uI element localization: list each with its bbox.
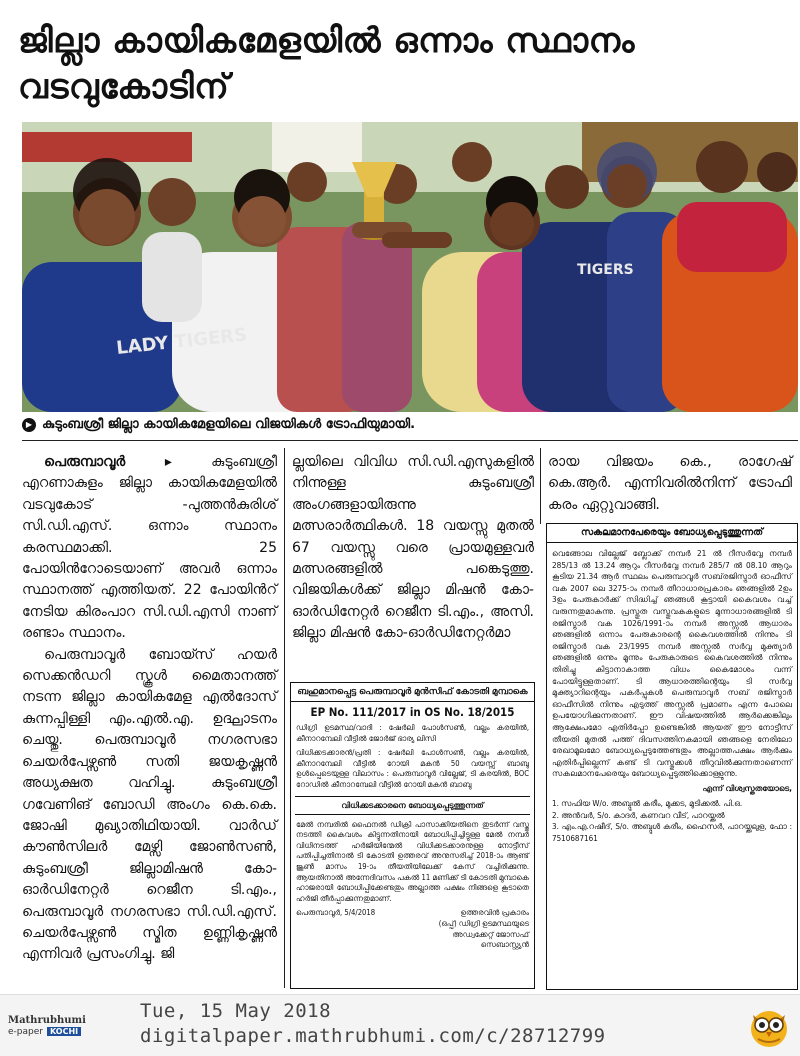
article-column-2 [292,452,534,645]
article-column-1 [22,452,277,966]
notice-advocate: (ഒപ്പ്) ഡിഗ്രി ഉടമസ്ഥയുടെ അഡ്വക്കേറ്റ് ജോസഫ് സെബാസ്റ്റ്യൻ [438,918,529,950]
notice-public-body: വെങ്ങോല വില്ലേജ് ബ്ലോക്ക് നമ്പർ 21 ൽ റീസർവ്വേ നമ്പർ 285/13 ൽ 13.24 ആറും റീസർവ്വേ നമ്പർ 285/7 ൽ 08.10 ആറും കൂടിയ 21.34 ആർ സ്ഥലം പെരുമ്പാവൂർ സബ്‌രജിസ്ട്രാർ ഓഫീസ് വക 2007 ലെ 3275-ാം നമ്പർ തീറാധാരപ്രകാരം ഞങ്ങളിൽ 2ഉം 3ഉം പേരുകാർക്ക് സിദ്ധിച്ച് ഞങ്ങൾ കൂട്ടായി കൈവശം വച്ച് വരുന്നതുമാകുന്നു. പ്രസ്തുത വസ്തുവകകളുടെ മുന്നാധാരങ്ങളിൽ ടി രജിസ്ട്രാർ വക 1026/1991-ാം നമ്പർ അസ്സൽ ആധാരം ഞങ്ങളിൽ ഒന്നാം പേരുകാരന്റെ കൈവശത്തിൽ നിന്നും ടി രജിസ്ട്രാർ വക 23/1995 നമ്പർ അസ്സൽ സർവ്വ മുക്ത്യാർ ഞങ്ങളിൽ ഒന്നും മൂന്നും പേരുകാരുടെ കൈവശത്തിൽ നിന്നും തിരിച്ചു കിട്ടാനാകാത്ത വിധം കൈമോശം വന്ന് പോയിട്ടുള്ളതാണ്. ടി ആധാരത്തിന്റെയും ടി സർവ്വ മുക്ത്യാറിന്റെയും പകർപ്പുകൾ പെരുമ്പാവൂർ സബ് രജിസ്ട്രാർ ഓഫീസിൽ നിന്നും എടുത്ത് അസ്സൽ പ്രമാണം എന്ന പോലെ ഉപയോഗിക്കുന്നതാണ്. ഈ വിഷയത്തിൽ ആർക്കെങ്കിലും ആക്ഷേപമോ എതിർപ്പോ ഉണ്ടെങ്കിൽ ആയത് ഈ നോട്ടീസ് തീയതി മുതൽ പത്ത് ദിവസത്തിനകമായി ഞങ്ങളെ നേരിലോ രേഖാമൂലമോ ബോധ്യപ്പെടുത്തേണ്ടതും അല്ലാത്തപക്ഷം ആർക്കും എതിർപ്പില്ലെന്ന് കണ്ട് ടി വസ്തുക്കൾ തീറുവിൽക്കുന്നതാണെന്ന് സകലമാനപേരെയും ബോധ്യപ്പെടുത്തിക്കൊള്ളുന്നു. [552,548,792,779]
photo-illustration [22,122,798,412]
article-paragraph-3: ല്ലയിലെ വിവിധ സി.ഡി.എസുകളിൽ നിന്നുള്ള കുടുംബശ്രീ അംഗങ്ങളായിരുന്നു മത്സരാർത്ഥികൾ. 18 വയസ്സു മുതൽ 67 വയസ്സു വരെ പ്രായമുള്ളവർ മത്സരങ്ങളിൽ പങ്കെടുത്തു. വിജയികൾക്ക് ജില്ലാ മിഷൻ കോ-ഓർഡിനേറ്റർ റെജീന ടി.എം., അസി. ജില്ലാ മിഷൻ കോ-ഓർഡിനേറ്റർമാ [292,454,534,642]
caption-text: കുടുംബശ്രീ ജില്ലാ കായികമേളയിലെ വിജയികൾ ട്രോഫിയുമായി. [42,417,416,432]
notice-place-date: പെരുമ്പാവൂർ, 5/4/2018 [296,908,376,918]
owl-icon[interactable] [746,1003,792,1049]
signatory-1: 1. സഫിയ W/o. അബ്ദുൽ കരീം, മുക്കട, മുടിക്കൽ. പി.ഒ. [552,799,743,809]
headline [18,18,788,110]
notice-court-title: ബഹുമാനപ്പെട്ട പെരുമ്പാവൂർ മുൻസിഫ് കോടതി മുമ്പാകെ [291,683,534,702]
column-divider-2 [540,448,541,524]
legal-notice-public [546,523,798,990]
column-divider-1 [284,448,285,988]
article-column-3 [548,452,792,516]
dateline: പെരുമ്പാവൂർ ▸ [44,454,172,470]
logo-wordmark: Mathrubhumi [8,1015,86,1026]
footer-url[interactable]: digitalpaper.mathrubhumi.com/c/28712799 [140,1025,606,1047]
article-paragraph-2: പെരുമ്പാവൂർ ബോയ്സ് ഹയർ സെക്കൻഡറി സ്കൂൾ മൈതാനത്ത് നടന്ന ജില്ലാ കായികമേള എൽദോസ് കുന്നപ്പിള്ളി എം.എൽ.എ. ഉദ്ഘാടനം ചെയ്തു. പെരുമ്പാവൂർ നഗരസഭാ ചെയർപേഴ്സൺ സതി ജയകൃഷ്ണൻ അധ്യക്ഷത വഹിച്ചു. കുടുംബശ്രീ ഗവേണിങ് ബോഡി അംഗം കെ.കെ. ജോഷി മുഖ്യാതിഥിയായി. വാർഡ് കൗൺസിലർ മേഴ്സി ജോൺസൺ, കുടുംബശ്രീ ജില്ലാമിഷൻ കോ-ഓർഡിനേറ്റർ റെജീന ടി.എം., പെരുമ്പാവൂർ നഗരസഭാ സി.ഡി.എസ്. ചെയർപേഴ്സൺ സ്മിത ഉണ്ണികൃഷ്ണൻ എന്നിവർ പ്രസംഗിച്ചു. ജി [22,646,277,963]
headline-line-1: ജില്ലാ കായികമേളയിൽ ഒന്നാം സ്ഥാനം [18,21,635,61]
shirt-text-left: LADY TIGERS [115,324,249,359]
caption-rule [22,440,798,441]
notice-public-title: സകലമാനപേരെയും ബോധ്യപ്പെടുത്തുന്നത് [547,524,797,543]
logo-edition: KOCHI [47,1027,81,1036]
notice-body: മേൽ നമ്പരിൽ ഫൈനൽ ഡിക്രി പാസാക്കിയതിനെ തുടർന്ന് വസ്തു നടത്തി കൈവശം കിട്ടുന്നതിനായി ബോധിപ്പിച്ചിട്ടുള്ള മേൽ നമ്പർ വിധിനടത്ത് ഹർജിയിന്മേൽ വിധിക്കടക്കാരനുള്ള നോട്ടീസ് പതിപ്പിച്ചതിനാൽ ടി കോടതി ഉത്തരവ് അനുസരിച്ച് 2018-ാം ആണ്ട് ജൂൺ മാസം 19-ാം തീയതിയിലേക്ക് കേസ് വച്ചിരിക്കുന്നു. ആയതിനാൽ അന്നേദിവസം പകൽ 11 മണിക്ക് ടി കോടതി മുമ്പാകെ ഹാജരായി ബോധിപ്പിക്കേണ്ടതും അല്ലാത്ത പക്ഷം നിങ്ങളെ കൂടാതെ ഹർജി തീർപ്പാക്കുന്നതുമാണ്. [296,819,530,903]
notice-public-sign-head: എന്ന് വിശ്വസ്തതയോടെ, [702,783,792,793]
notice-judgment-debtor: വിധിക്കടക്കാരൻ/പ്രതി : ഷേർലി പോൾസൺ, വല്ലം കരയിൽ, കീനാറമ്പേലി വീട്ടിൽ റോയി മകൻ 50 വയസ്സ് ബാബു ഉൾപ്പെടെയുള്ള വിലാസം : പെരുമ്പാവൂർ വില്ലേജ്, ടി കരയിൽ, BOC റോഡിൽ കീനാറമ്പേലി വീട്ടിൽ റോയി മകൻ ബാബു [296,748,529,789]
article-paragraph-1: കുടുംബശ്രീ എറണാകുളം ജില്ലാ കായികമേളയിൽ വടവുകോട് -പുത്തൻകുരിശ് സി.ഡി.എസ്. ഒന്നാം സ്ഥാനം കരസ്ഥമാക്കി. 25 പോയിൻറോടെയാണ് അവർ ഒന്നാം സ്ഥാനത്ത് എത്തിയത്. 22 പോയിൻറ് നേടിയ കിരംപാറ സി.ഡി.എസി നാണ് രണ്ടാം സ്ഥാനം. [22,454,277,642]
shirt-text-right: TIGERS [577,262,634,278]
notice-case-number: EP No. 111/2017 in OS No. 18/2015 [310,705,515,719]
logo-epaper: e-paper [8,1027,43,1037]
headline-line-2: വടവുകോടിന് [18,67,230,107]
article-paragraph-4: രായ വിജയം കെ., രാഗേഷ് കെ.ആർ. എന്നിവരിൽനിന്ന് ട്രോഫി കരം ഏറ്റുവാങ്ങി. [548,454,792,513]
news-photo [22,122,798,412]
notice-decree-holder: ഡിഗ്രി ഉടമസ്ഥ/വാദി : ഷേർലി പോൾസൺ, വല്ലം കരയിൽ, കീനാറമ്പേലി വീട്ടിൽ ജോർജ് ഭാര്യ ലിസി [296,723,529,743]
mathrubhumi-logo[interactable] [8,1015,132,1043]
notice-public-signatories [547,796,797,846]
notice-order-role: ഉത്തരവിൻ പ്രകാരം [460,908,529,918]
photo-caption [22,414,798,436]
signatory-3: 3. എം.എ.റഷീദ്, S/o. അബ്ദുൾ കരീം, ഹൈസർ, പാറയ്ക്കലുള, ഫോ : 7510687161 [552,822,792,843]
play-icon: ▶ [22,418,36,432]
signatory-2: 2. അൻവർ, S/o. കാദർ, കണവറ വീട്, പാറയ്ക്കൽ [552,810,725,820]
notice-subheading: വിധിക്കടക്കാരനെ ബോധ്യപ്പെടുത്തുന്നത് [295,796,530,815]
notice-signature [291,906,534,952]
legal-notice-court [290,682,535,989]
footer-date: Tue, 15 May 2018 [140,1000,332,1022]
